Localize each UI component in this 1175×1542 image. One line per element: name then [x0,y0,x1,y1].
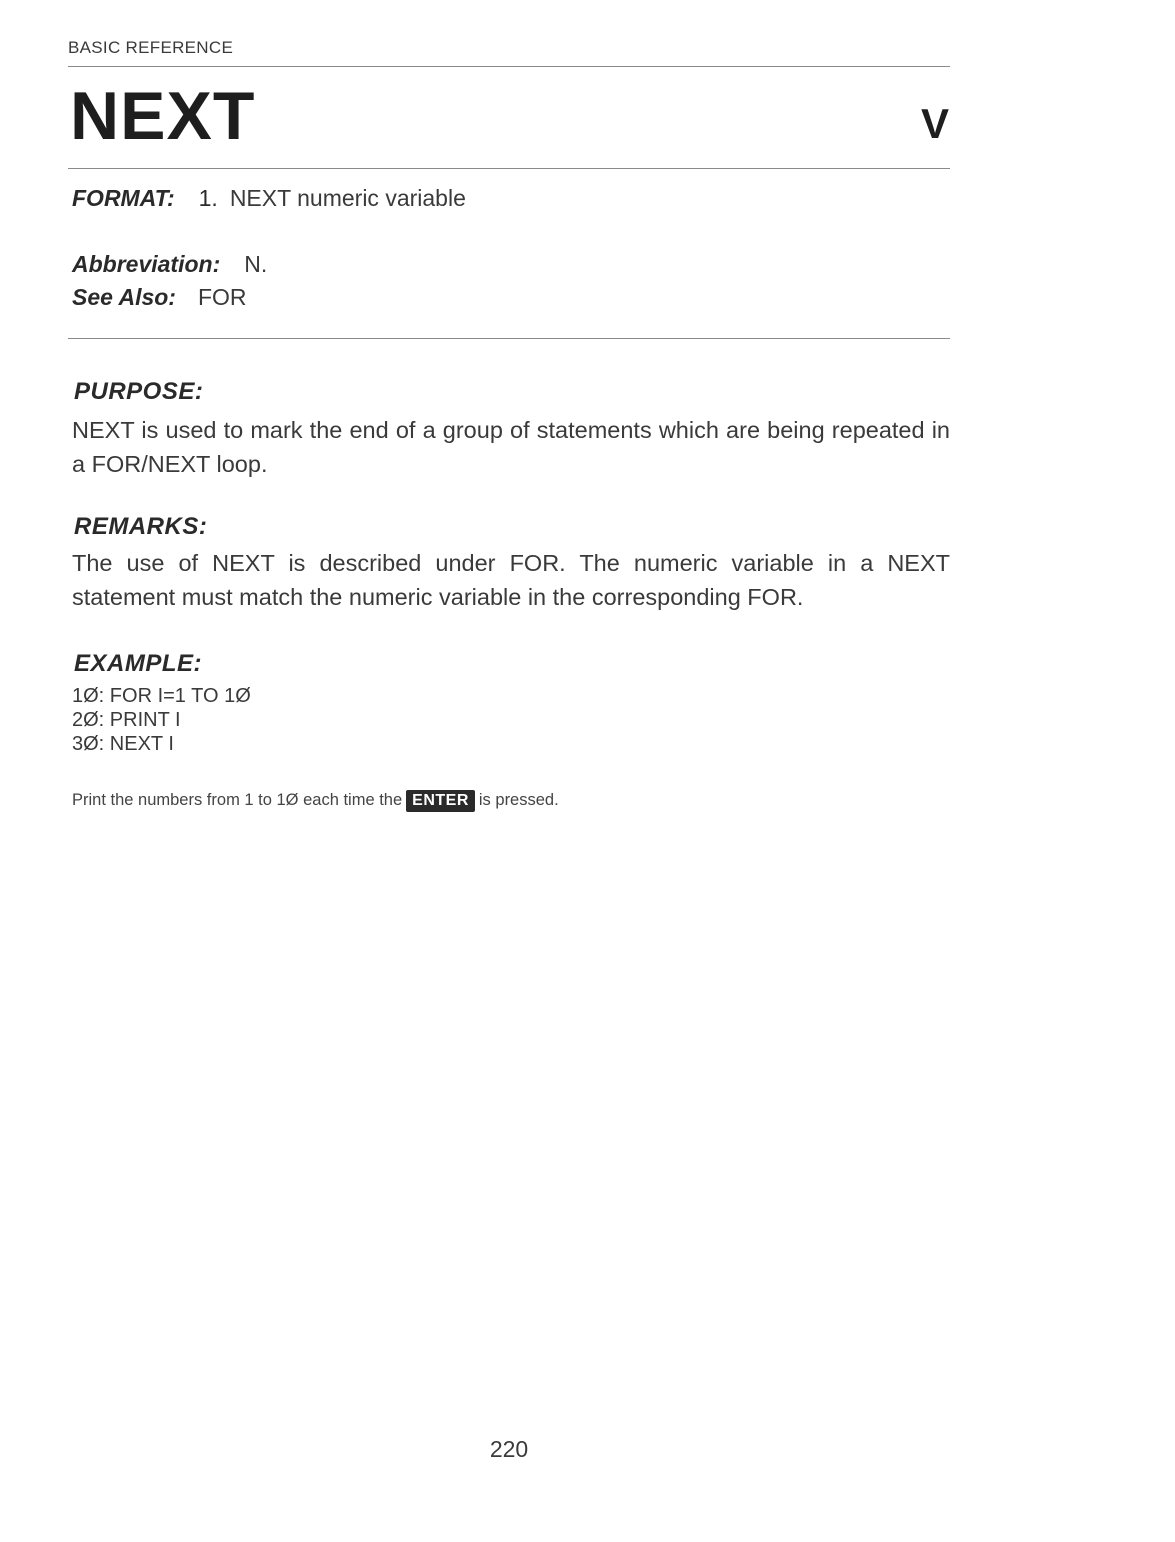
code-line: 2Ø: PRINT I [72,709,181,731]
see-also-label: See Also: [72,284,176,310]
abbreviation-label: Abbreviation: [72,251,221,277]
example-code [72,684,251,756]
format-line [72,187,466,210]
section-rule [68,338,950,339]
header-rule [68,66,950,67]
running-head: BASIC REFERENCE [68,38,234,57]
purpose-heading: PURPOSE: [74,378,204,405]
code-line: 3Ø: NEXT I [72,733,174,755]
title-rule [68,168,950,169]
keyword-title: NEXT [70,78,256,154]
type-letter: V [920,100,949,147]
format-number: 1. [198,185,218,211]
page-number: 220 [489,1436,529,1462]
enter-key-icon: ENTER [406,790,475,812]
remarks-heading: REMARKS: [74,513,208,540]
format-value: NEXT numeric variable [229,185,466,211]
abbreviation-value: N. [244,251,268,277]
see-also-value: FOR [197,284,247,310]
caption-text-before: Print the numbers from 1 to 1Ø each time the [72,791,403,809]
code-line: 1Ø: FOR I=1 TO 1Ø [72,685,251,707]
purpose-text: NEXT is used to mark the end of a group of statements which are being repeated in a FOR/NEXT loop. [72,417,950,477]
caption-text-after: is pressed. [478,791,559,809]
format-label: FORMAT: [72,185,175,211]
example-heading: EXAMPLE: [74,650,203,677]
example-caption [72,788,559,812]
remarks-text: The use of NEXT is described under FOR. The numeric variable in a NEXT statement must match the numeric variable in the corresponding FOR. [72,550,950,610]
abbreviation-line [72,253,267,276]
see-also-line [72,286,247,309]
